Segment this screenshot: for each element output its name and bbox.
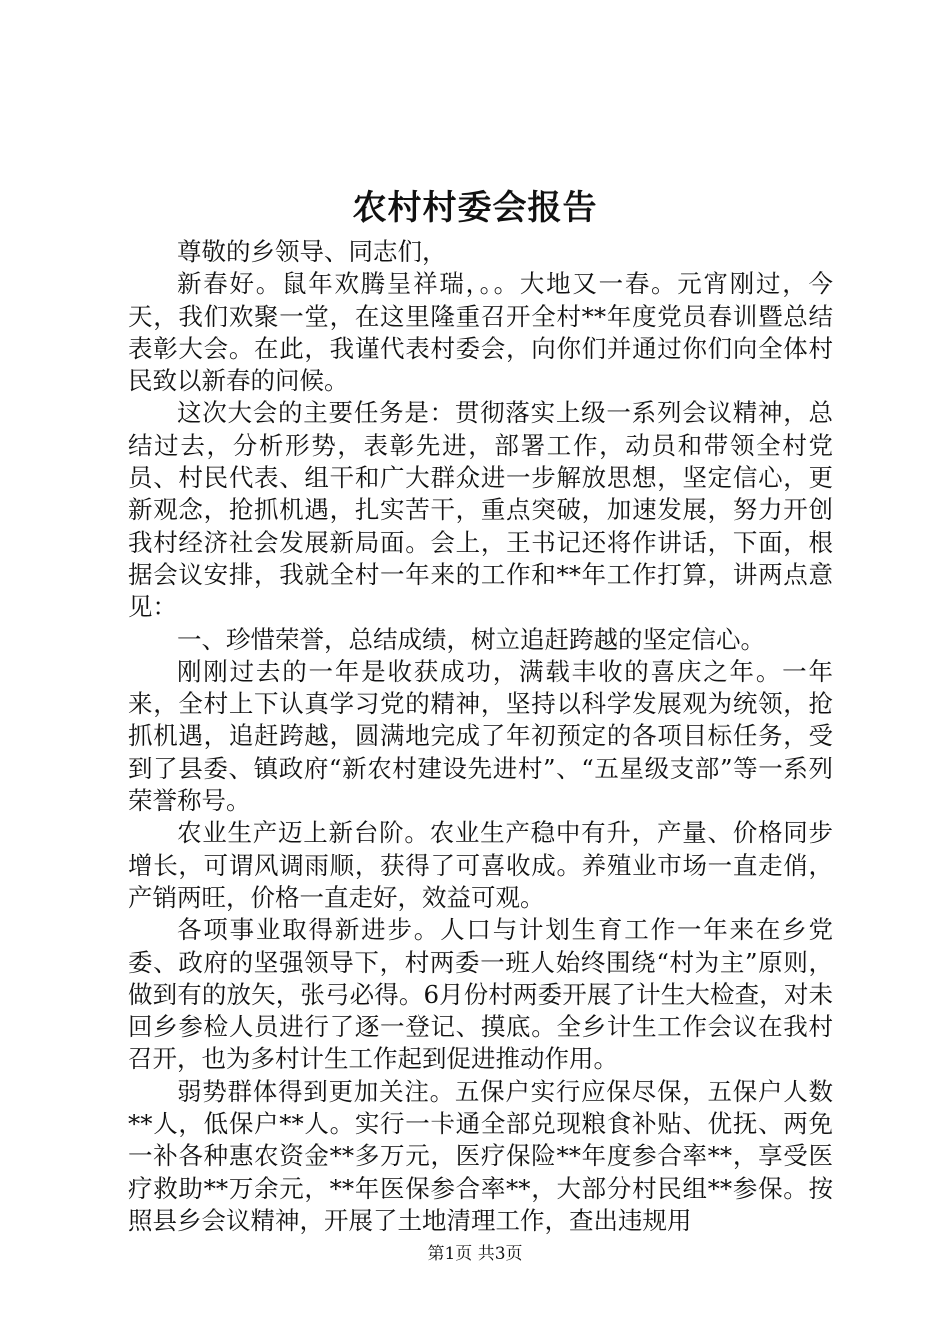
- paragraph-agriculture: 农业生产迈上新台阶。农业生产稳中有升，产量、价格同步增长，可谓风调雨顺，获得了可喜收成。养殖业市场一直走俏，产销两旺，价格一直走好，效益可观。: [128, 818, 833, 912]
- document-body: [128, 236, 833, 1237]
- paragraph-year-review: 刚刚过去的一年是收获成功，满载丰收的喜庆之年。一年来，全村上下认真学习党的精神，坚持以科学发展观为统领，抢抓机遇，追赶跨越，圆满地完成了年初预定的各项目标任务，受到了县委、镇政府“新农村建设先进村”、“五星级支部”等一系列荣誉称号。: [128, 656, 833, 816]
- page-number-footer: 第1页 共3页: [427, 1244, 523, 1264]
- section-heading-1: 一、珍惜荣誉，总结成绩，树立追赶跨越的坚定信心。: [177, 624, 765, 654]
- paragraph-vulnerable-groups: 弱势群体得到更加关注。五保户实行应保尽保，五保户人数**人，低保户**人。实行一卡通全部兑现粮食补贴、优抚、两免一补各种惠农资金**多万元，医疗保险**年度参合率**，享受医疗救助**万余元，**年医保参合率**，大部分村民组**参保。按照县乡会议精神，开展了土地清理工作，查出违规用: [128, 1076, 833, 1235]
- paragraph-salutation: 尊敬的乡领导、同志们，: [177, 237, 447, 266]
- paragraph-greeting: 新春好。鼠年欢腾呈祥瑞，。。大地又一春。元宵刚过，今天，我们欢聚一堂，在这里隆重召开全村**年度党员春训暨总结表彰大会。在此，我谨代表村委会，向你们并通过你们向全体村民致以新春的问候。: [128, 269, 833, 396]
- paragraph-undertakings: 各项事业取得新进步。人口与计划生育工作一年来在乡党委、政府的坚强领导下，村两委一班人始终围绕“村为主”原则，做到有的放矢，张弓必得。6月份村两委开展了计生大检查，对未回乡参检人员进行了逐一登记、摸底。全乡计生工作会议在我村召开，也为多村计生工作起到促进推动作用。: [128, 915, 833, 1074]
- paragraph-meeting-tasks: 这次大会的主要任务是：贯彻落实上级一系列会议精神，总结过去，分析形势，表彰先进，部署工作，动员和带领全村党员、村民代表、组干和广大群众进一步解放思想，坚定信心，更新观念，抢抓机遇，扎实苦干，重点突破，加速发展，努力开创我村经济社会发展新局面。会上，王书记还将作讲话，下面，根据会议安排，我就全村一年来的工作和**年工作打算，讲两点意见：: [128, 398, 833, 622]
- document-title: 农村村委会报告: [352, 188, 598, 228]
